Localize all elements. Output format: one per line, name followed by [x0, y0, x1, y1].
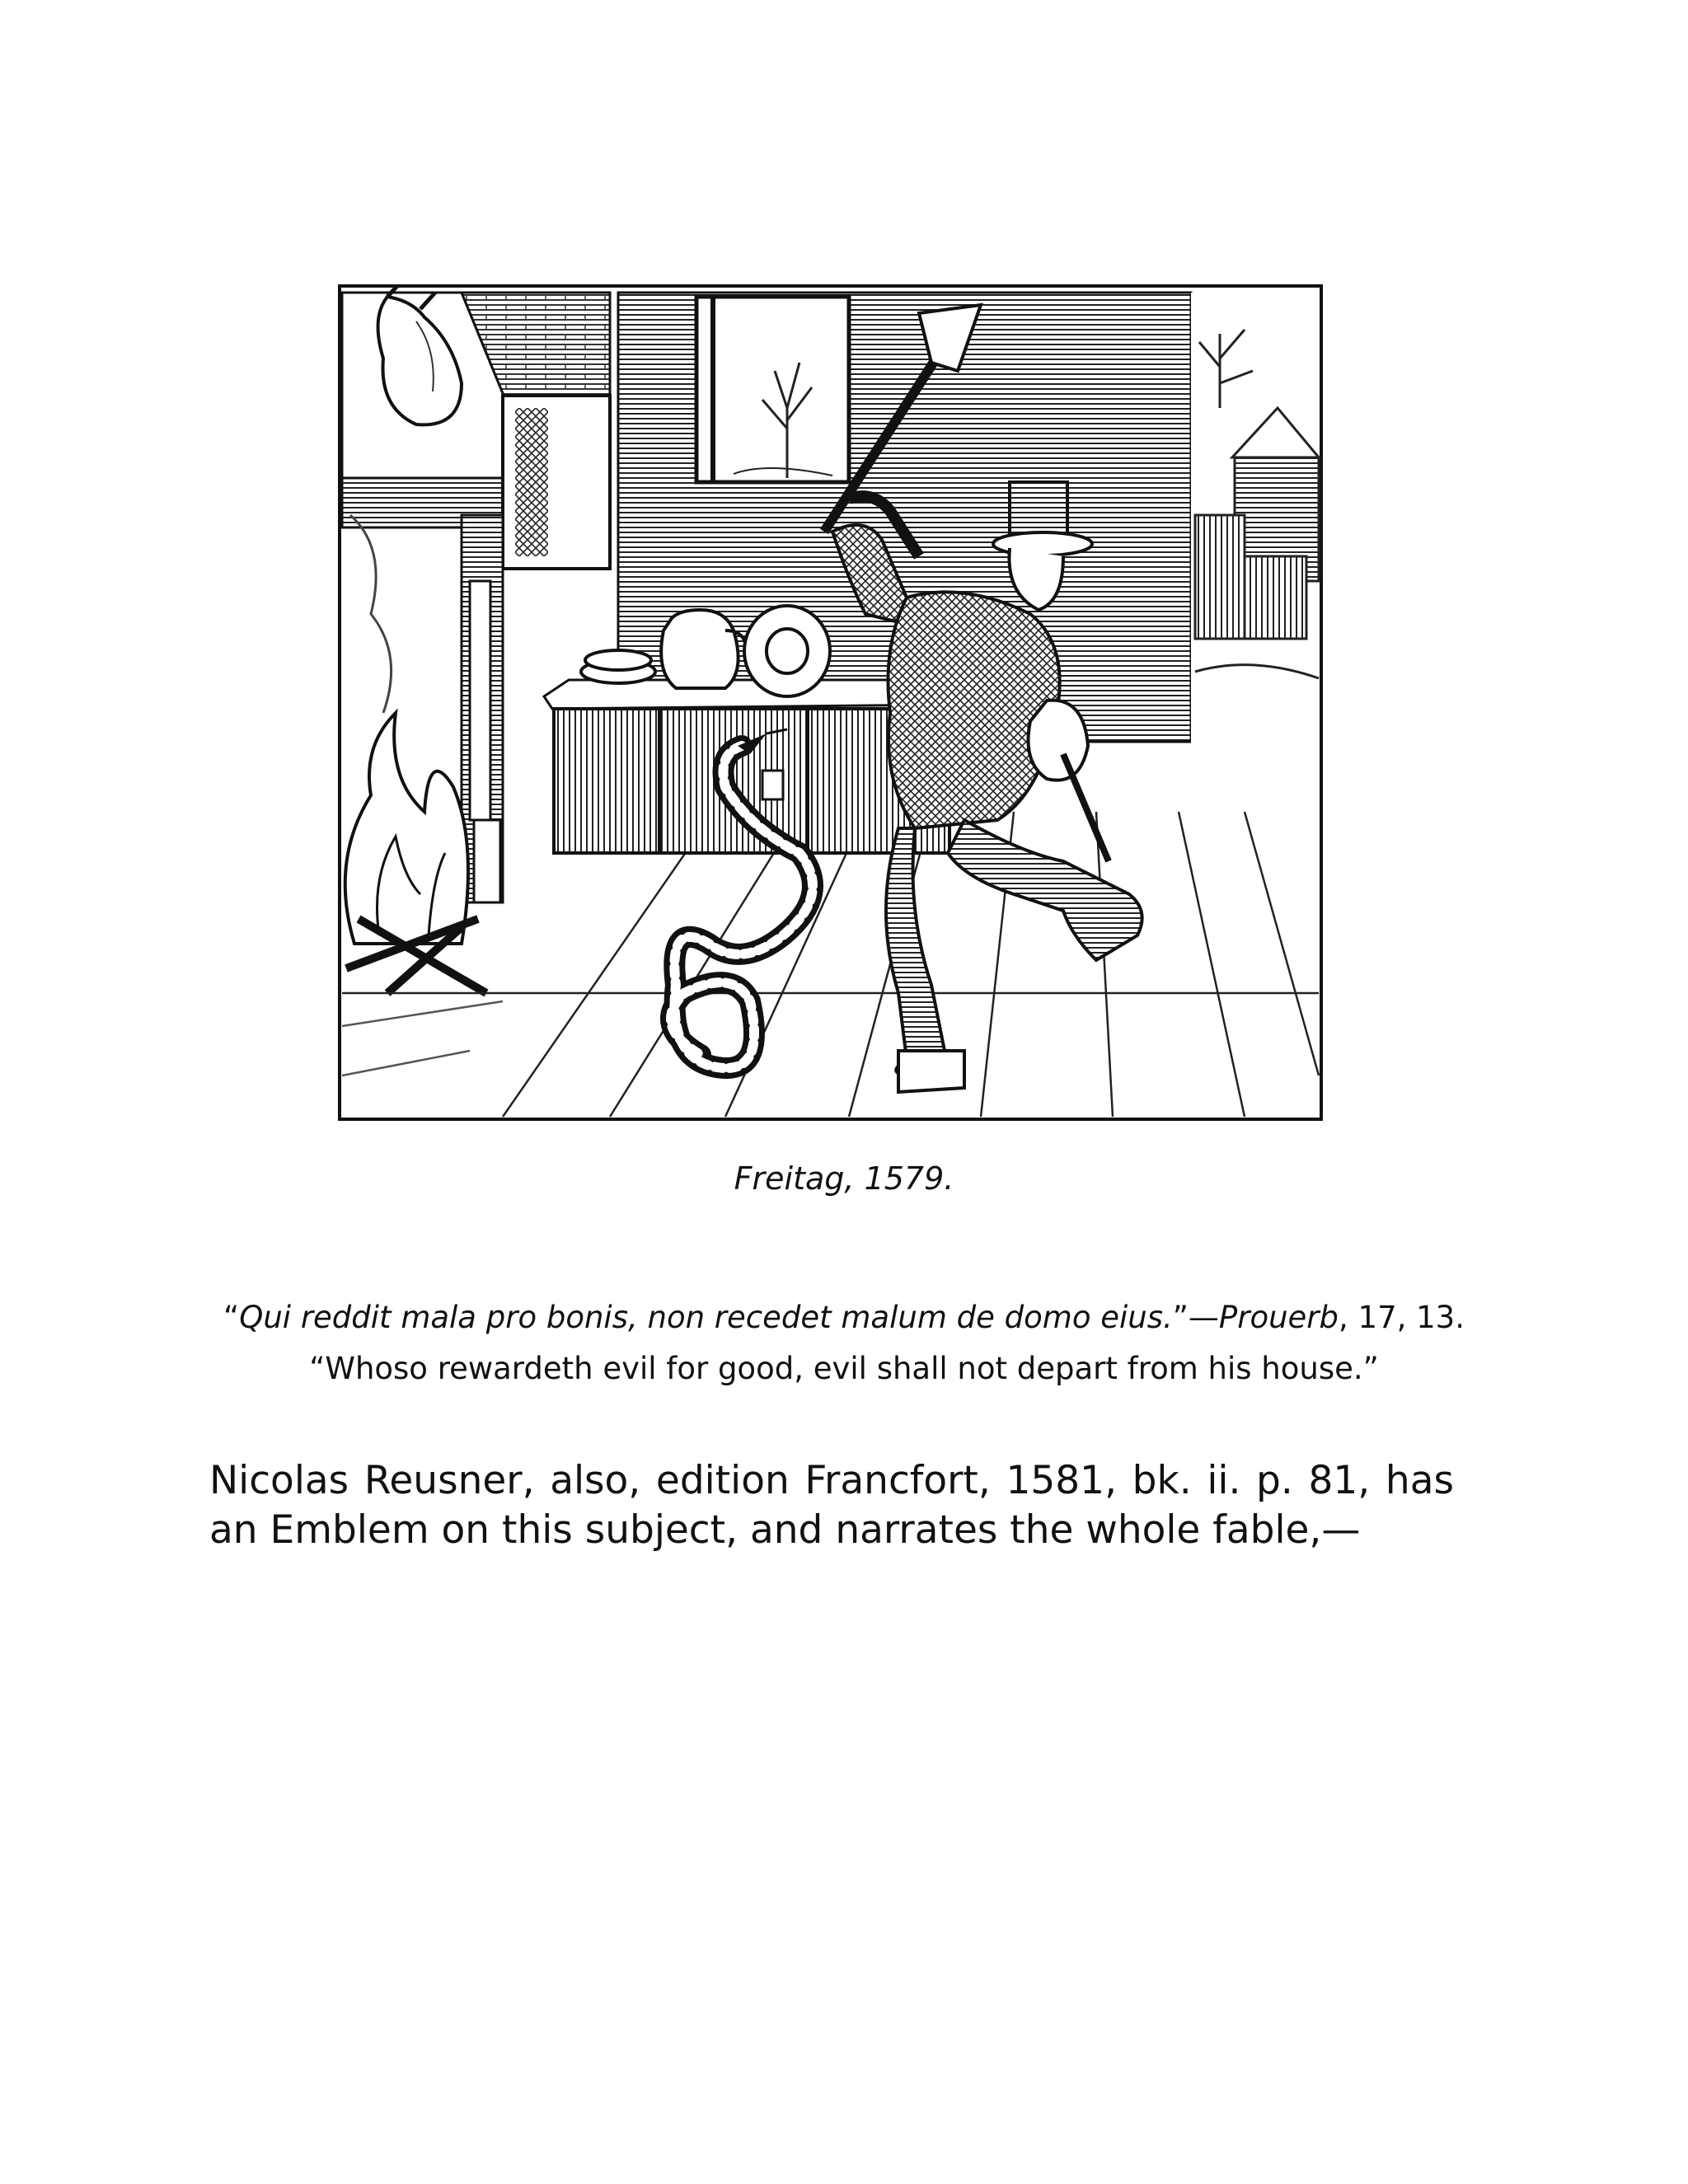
motto: [0, 1292, 1688, 1394]
open-quote: “: [223, 1300, 240, 1335]
body-paragraph: Nicolas Reusner, also, edition Francfort, 1581, bk. ii. p. 81, has an Emblem on this subject, and narrates the whole fable,—: [209, 1458, 1454, 1553]
latin-quotation: Qui reddit mala pro bonis, non recedet malum de domo eius.: [239, 1300, 1173, 1335]
quotation-reference: , 17, 13.: [1339, 1300, 1465, 1335]
woodcut-figure: [338, 284, 1323, 1121]
woodcut-illustration: [338, 284, 1323, 1121]
english-translation: “Whoso rewardeth evil for good, evil shall not depart from his house.”: [309, 1351, 1379, 1386]
quotation-source: Prouerb: [1218, 1300, 1339, 1335]
latin-quotation-line: [0, 1292, 1688, 1343]
close-quote-dash: ”—: [1172, 1300, 1219, 1335]
figure-caption: Freitag, 1579.: [734, 1160, 954, 1197]
